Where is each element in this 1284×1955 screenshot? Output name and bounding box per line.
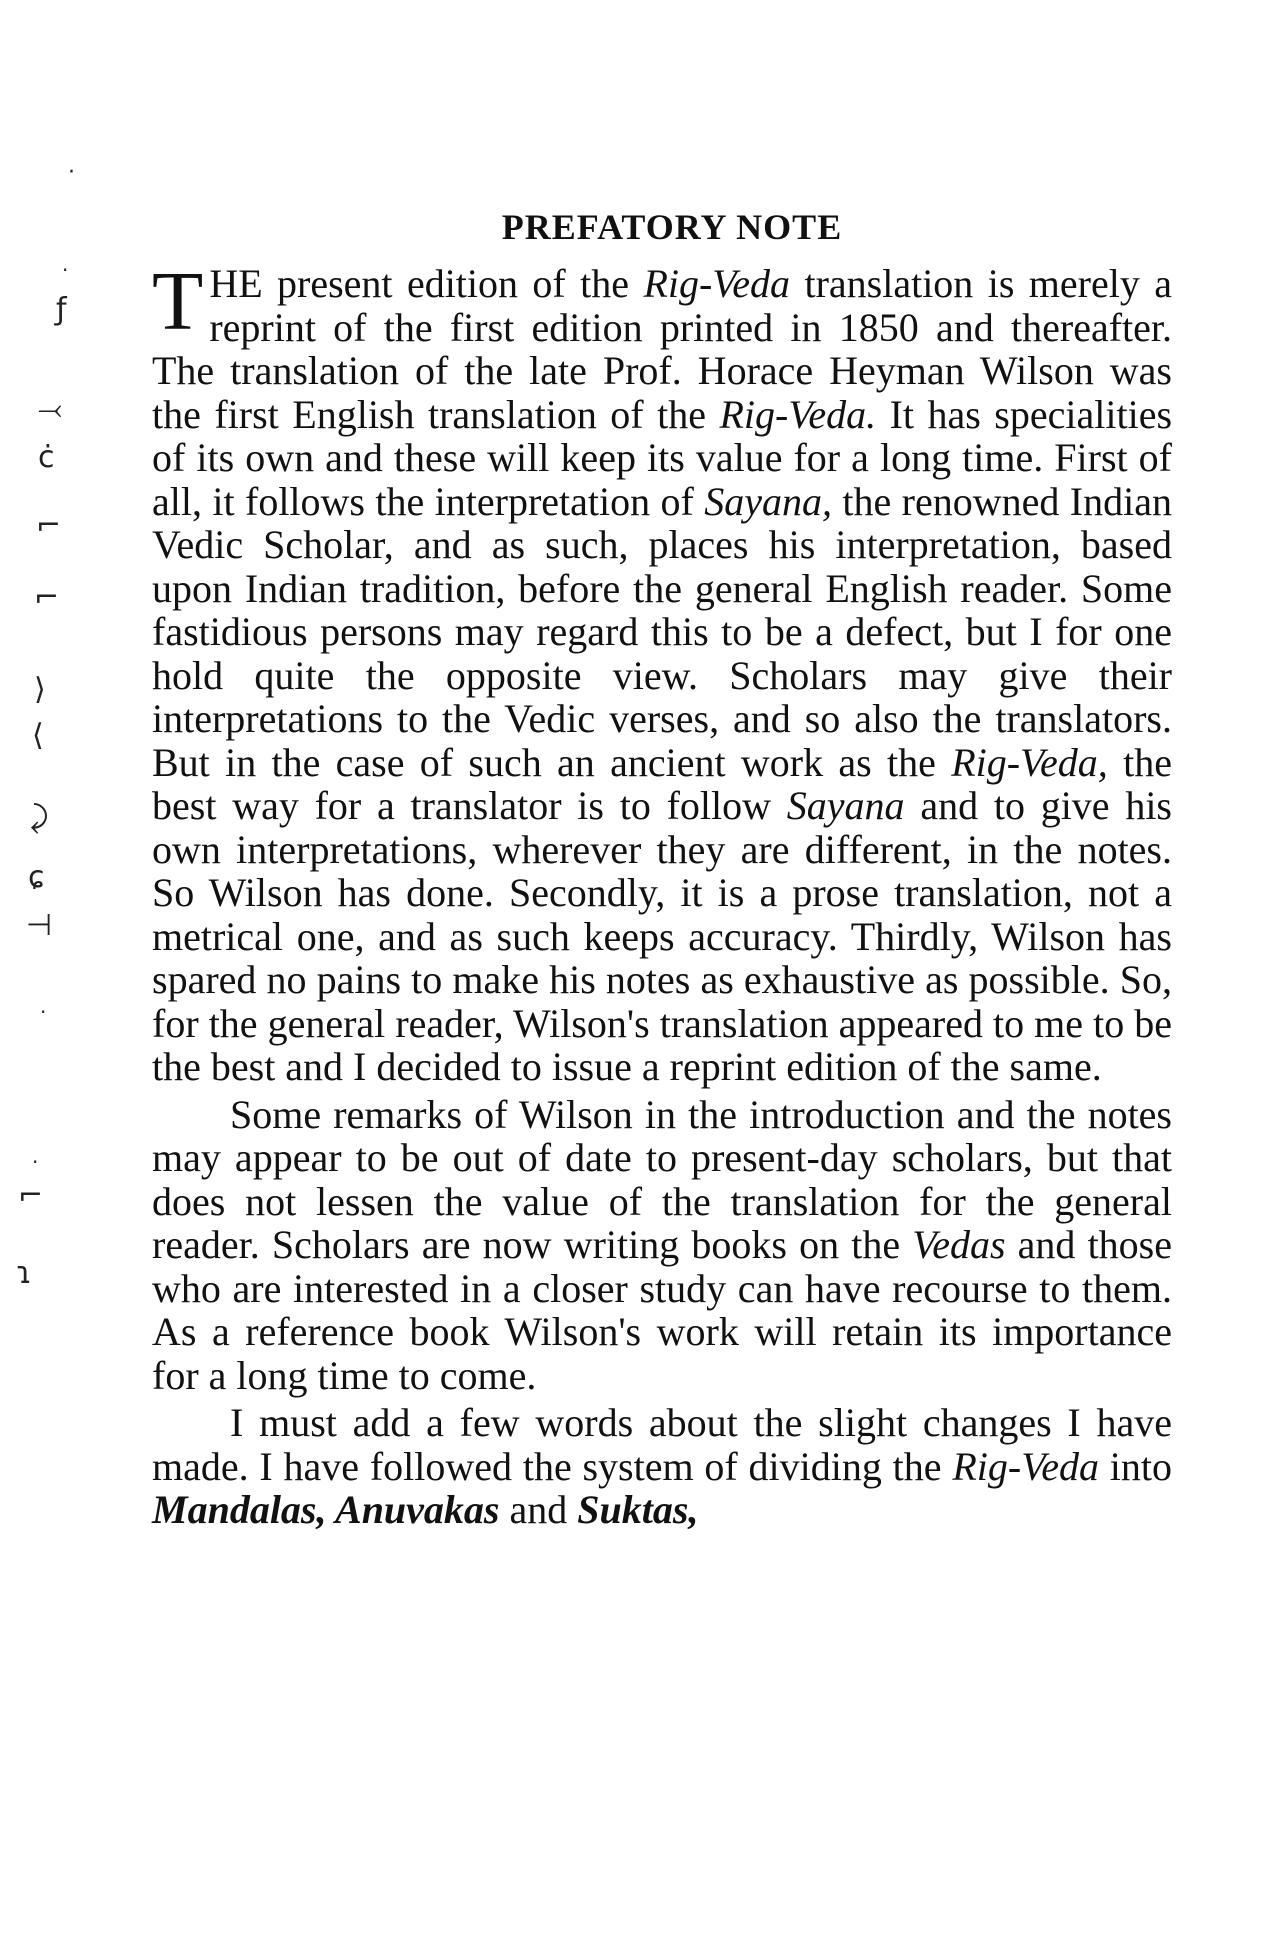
- margin-mark: ɿ: [16, 1256, 32, 1291]
- paragraph-text: the renowned Indian Vedic Scholar, and as such, places his interpretation, based upon Indian tradition, before the general English reader. Some fastidious persons may regard this to be a defect, but I for one hold quite the opposite view. Scholars may give their interpretations to the Vedic verses, and so also the translators. But in the case of such an ancient work as the: [152, 478, 1172, 785]
- margin-mark: ⌐: [34, 580, 60, 615]
- margin-mark: ɕ: [28, 860, 45, 895]
- paragraph-3: [152, 1401, 1172, 1532]
- paragraph-text: translation is merely a reprint of the first edition printed in 1850 and thereafter. The translation of the late Prof. Horace Heyman Wilson was the first English translation of the: [152, 261, 1173, 437]
- italic-term: Vedas: [912, 1222, 1006, 1267]
- margin-mark: ⌐: [18, 1178, 44, 1213]
- drop-cap: T: [152, 255, 204, 348]
- paragraph-text: HE present edition of the: [209, 261, 644, 306]
- margin-annotations: [0, 0, 130, 1955]
- italic-term: Suktas,: [577, 1487, 699, 1532]
- paragraph-1: [152, 255, 1173, 1089]
- margin-mark: ⤸: [30, 800, 48, 835]
- margin-mark: ⟨: [32, 718, 44, 753]
- paragraph-text: and: [499, 1487, 578, 1532]
- italic-term: Sayana: [786, 783, 905, 828]
- paragraph-text: into: [1098, 1443, 1172, 1489]
- italic-term: Rig-Veda.: [719, 391, 877, 437]
- document-body: [152, 255, 1173, 1532]
- margin-mark: ċ: [38, 440, 55, 475]
- margin-mark: ·: [62, 258, 69, 282]
- margin-mark: ƒ: [56, 292, 67, 327]
- italic-term: Sayana,: [704, 478, 833, 524]
- margin-mark: ⊣: [26, 908, 53, 943]
- margin-mark: ⤙: [38, 392, 62, 427]
- margin-mark: ⌐: [36, 508, 62, 543]
- margin-mark: ·: [32, 1150, 39, 1174]
- margin-mark: ⟩: [34, 672, 46, 707]
- paragraph-text: It has specialities of its own and these will keep its value for a long time. First of all, it follows the interpretation of: [152, 391, 1173, 524]
- paragraph-text: I must add a few words about the slight changes I have made. I have followed the system of dividing the: [152, 1400, 1172, 1489]
- italic-term: Rig-Veda,: [951, 739, 1108, 785]
- paragraph-text: and to give his own interpretations, wherever they are different, in the notes. So Wilson has done. Secondly, it is a prose translation, not a metrical one, and as such keeps accuracy. Thirdly, Wilson has spared no pains to make his notes as exhaustive as possible. So, for the general reader, Wilson's translation appeared to me to be the best and I decided to issue a reprint edition of the same.: [152, 783, 1172, 1089]
- page-title: PREFATORY NOTE: [501, 207, 843, 247]
- italic-term: Mandalas, Anuvakas: [152, 1487, 500, 1532]
- italic-term: Rig-Veda: [952, 1443, 1099, 1489]
- paragraph-text: and those who are interested in a closer study can have recourse to them. As a reference book Wilson's work will retain its importance for a long time to come.: [152, 1222, 1172, 1398]
- margin-mark: ·: [40, 1000, 47, 1024]
- paragraph-2: [152, 1093, 1172, 1398]
- italic-term: Rig-Veda: [643, 261, 791, 306]
- paragraph-text: the best way for a translator is to follow: [152, 739, 1172, 828]
- margin-mark: ·: [68, 160, 75, 185]
- paragraph-text: Some remarks of Wilson in the introduction and the notes may appear to be out of date to present-day scholars, but that does not lessen the value of the translation for the general reader. Scholars are now writing books on the: [152, 1091, 1172, 1267]
